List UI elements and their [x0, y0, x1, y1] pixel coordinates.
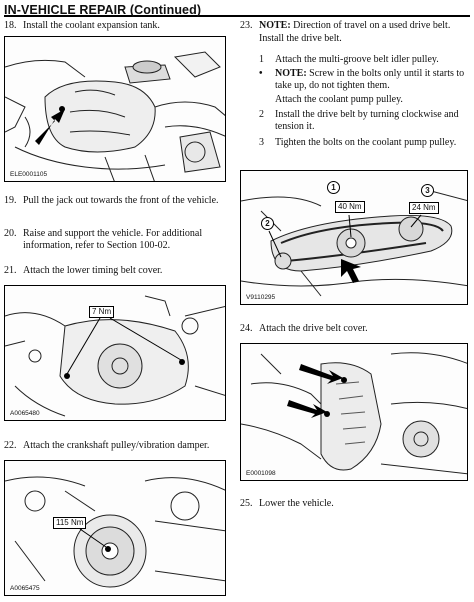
step-text: Attach the crankshaft pulley/vibration damper. [23, 440, 210, 451]
page-header [4, 1, 470, 17]
note-label: NOTE: [259, 20, 291, 31]
torque-callout-40: 40 Nm [335, 201, 365, 213]
substep-text: Install the drive belt by turning clockwise and tension it. [275, 109, 459, 133]
step-number: 25. [240, 498, 253, 509]
step-text: Install the coolant expansion tank. [23, 20, 160, 31]
step-text: Raise and support the vehicle. For additional information, refer to Section 100-02. [23, 228, 203, 252]
step-text: Lower the vehicle. [259, 498, 334, 509]
figure-id: ELE0001105 [10, 171, 48, 178]
bullet-note [275, 68, 465, 92]
substep-2 [259, 109, 469, 135]
figure-id: A0065475 [10, 585, 40, 592]
note-text: Direction of travel on a used drive belt. [293, 20, 451, 31]
page-title: IN-VEHICLE REPAIR (Continued) [4, 3, 202, 17]
step-22 [4, 440, 229, 454]
step-note [259, 20, 450, 32]
marker-1: 1 [327, 181, 340, 194]
step-number: 22. [4, 440, 17, 451]
note-text: Screw in the bolts only until it starts to take up, do not tighten them. [275, 68, 465, 92]
crankshaft-pulley-illustration [5, 461, 226, 596]
torque-callout: 7 Nm [89, 306, 114, 318]
bullet-icon: • [259, 68, 263, 79]
substep-number: 2 [259, 109, 264, 120]
step-25 [240, 498, 470, 512]
figure-id: A0065480 [10, 410, 40, 417]
figure-drive-belt [240, 170, 468, 305]
substep-3 [259, 137, 469, 163]
step-18 [4, 20, 224, 34]
marker-2: 2 [261, 217, 274, 230]
belt-cover-illustration [241, 344, 468, 481]
figure-id: E0001098 [246, 470, 276, 477]
step-number: 23. [240, 20, 253, 31]
step-number: 20. [4, 228, 17, 239]
substep-number: 1 [259, 54, 264, 65]
substep-1 [259, 54, 469, 68]
step-24 [240, 323, 470, 337]
step-text: Install the drive belt. [259, 33, 342, 44]
step-number: 21. [4, 265, 17, 276]
step-20 [4, 228, 224, 254]
step-text: Pull the jack out towards the front of the vehicle. [23, 195, 219, 206]
coolant-pulley-text [275, 94, 465, 108]
figure-id: V9110295 [246, 294, 276, 301]
figure-lower-timing-belt-cover [4, 285, 226, 421]
figure-drive-belt-cover [240, 343, 468, 481]
timing-cover-illustration [5, 286, 226, 421]
step-text: Attach the coolant pump pulley. [275, 94, 403, 105]
step-23 [240, 20, 470, 48]
step-number: 19. [4, 195, 17, 206]
figure-crankshaft-pulley [4, 460, 226, 596]
marker-3: 3 [421, 184, 434, 197]
figure-coolant-expansion-tank [4, 36, 226, 182]
substep-bullet-note [259, 68, 469, 94]
torque-callout-24: 24 Nm [409, 202, 439, 214]
engine-bay-illustration [5, 37, 226, 182]
step-text: Attach the drive belt cover. [259, 323, 368, 334]
note-label: NOTE: [275, 68, 307, 79]
substep-text: Attach the multi-groove belt idler pulley. [275, 54, 439, 65]
step-text: Attach the lower timing belt cover. [23, 265, 163, 276]
substep-text: Tighten the bolts on the coolant pump pulley. [275, 137, 457, 148]
substep-number: 3 [259, 137, 264, 148]
torque-callout: 115 Nm [53, 517, 86, 529]
step-number: 24. [240, 323, 253, 334]
step-number: 18. [4, 20, 17, 31]
step-19 [4, 195, 224, 221]
step-21 [4, 265, 224, 279]
